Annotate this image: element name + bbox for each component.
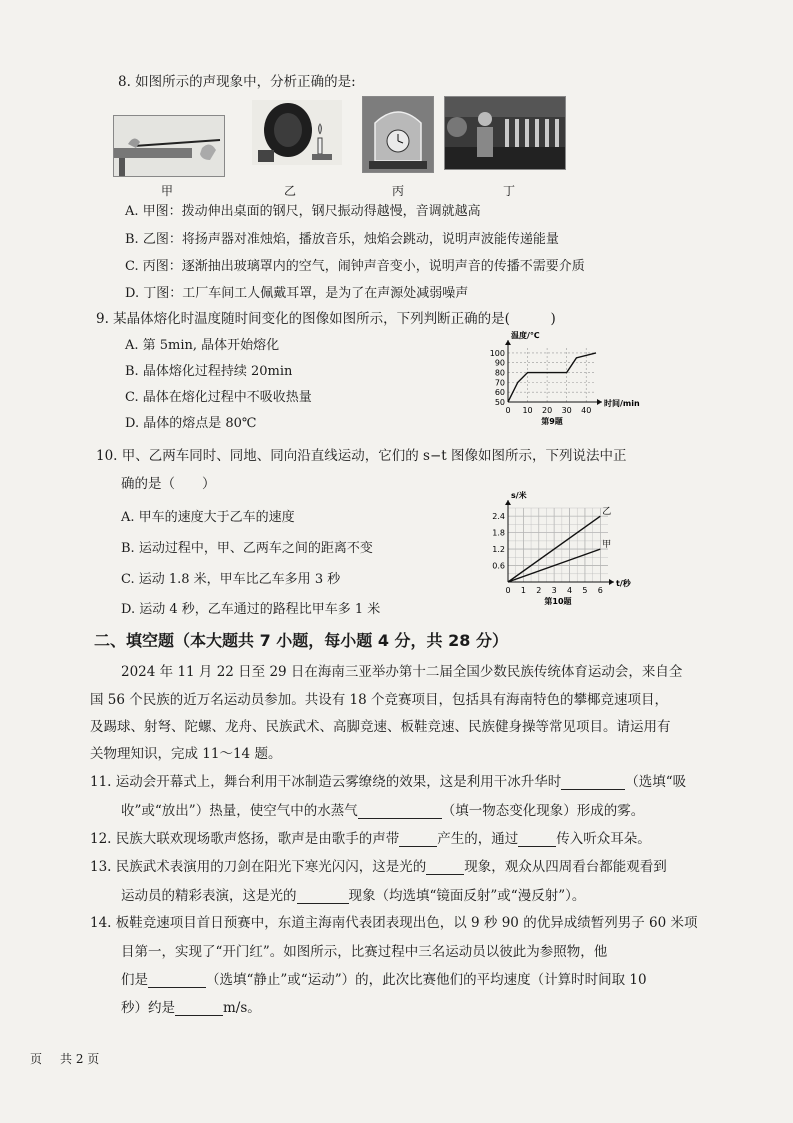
q11-blank-2[interactable] <box>358 804 442 819</box>
q10-stem-line1: 10. 甲、乙两车同时、同地、同向沿直线运动，它们的 s−t 图像如图所示，下列说法中正 <box>96 448 627 464</box>
x-tick-label: 5 <box>582 586 588 595</box>
y-tick-label: 100 <box>489 348 505 358</box>
x-tick-label: 0 <box>505 586 511 595</box>
q8-option-d: D. 丁图：工厂车间工人佩戴耳罩，是为了在声源处减弱噪声 <box>125 286 469 301</box>
y-tick-label: 50 <box>494 398 505 407</box>
q12-text-3: 传入听众耳朵。 <box>556 831 651 847</box>
q9-option-c: C. 晶体在熔化过程中不吸收热量 <box>125 390 312 405</box>
intro-line-1: 2024 年 11 月 22 日至 29 日在海南三亚举办第十二届全国少数民族传统体育运动会，来自全 <box>121 664 683 680</box>
photo-jia-ruler <box>113 115 225 177</box>
y-axis-arrow <box>505 340 511 345</box>
q11-line1 <box>90 770 686 790</box>
q8-option-c: C. 丙图：逐渐抽出玻璃罩内的空气，闹钟声音变小，说明声音的传播不需要介质 <box>125 259 585 274</box>
melting-temperature-chart <box>480 330 640 430</box>
x-tick-label: 6 <box>597 586 603 595</box>
intro-line-4: 关物理知识，完成 11～14 题。 <box>90 746 282 762</box>
q14-text-1: 们是 <box>121 972 148 988</box>
x-tick-label: 0 <box>505 406 511 415</box>
q9-option-d: D. 晶体的熔点是 80℃ <box>125 416 257 431</box>
x-axis-label: t/秒 <box>616 579 631 588</box>
x-tick-label: 3 <box>551 586 557 595</box>
footer-total-pages: 共 2 页 <box>60 1052 100 1066</box>
series-label: 乙 <box>602 507 612 518</box>
q13-text-1: 13. 民族武术表演用的刀剑在阳光下寒光闪闪，这是光的 <box>90 859 427 875</box>
y-tick-label: 1.2 <box>492 545 505 555</box>
q13-text-4: 现象（均选填“镜面反射”或“漫反射”）。 <box>348 888 586 904</box>
q13-blank-1[interactable] <box>426 860 464 875</box>
q11-text-2: （选填“吸 <box>625 774 687 790</box>
q14-blank-2[interactable] <box>175 1001 223 1016</box>
q11-text-1: 11. 运动会开幕式上，舞台利用干冰制造云雾缭绕的效果，这是利用干冰升华时 <box>90 774 562 790</box>
q13-blank-2[interactable] <box>297 889 349 904</box>
x-axis-arrow <box>609 579 614 585</box>
q13-line1 <box>90 855 667 875</box>
q13-text-3: 运动员的精彩表演，这是光的 <box>121 888 297 904</box>
y-tick-label: 0.6 <box>492 561 505 571</box>
y-axis-arrow <box>505 500 511 505</box>
q12-line <box>90 827 651 847</box>
x-tick-label: 2 <box>536 586 542 595</box>
q9-option-a: A. 第 5min, 晶体开始熔化 <box>125 338 280 353</box>
y-tick-label: 60 <box>494 388 505 398</box>
caption-bing: 丙 <box>392 184 405 198</box>
q13-text-2: 现象，观众从四周看台都能观看到 <box>464 859 667 875</box>
q10-option-a: A. 甲车的速度大于乙车的速度 <box>121 510 295 525</box>
q14-line2: 目第一，实现了“开门红”。如图所示，比赛过程中三名运动员以彼此为参照物，他 <box>121 944 608 960</box>
y-axis-label: s/米 <box>511 491 527 500</box>
section-2-title: 二、填空题（本大题共 7 小题，每小题 4 分，共 28 分） <box>94 631 508 650</box>
x-tick-label: 4 <box>566 586 573 595</box>
x-axis-label: 时间/min <box>604 399 640 408</box>
x-tick-label: 30 <box>561 406 572 415</box>
q14-line1: 14. 板鞋竞速项目首日预赛中，东道主海南代表团表现出色，以 9 秒 90 的优异成绩暂列男子 60 米项 <box>90 915 698 931</box>
q12-blank-1[interactable] <box>399 832 437 847</box>
x-tick-label: 40 <box>581 406 592 415</box>
q10-option-b: B. 运动过程中，甲、乙两车之间的距离不变 <box>121 541 373 556</box>
q14-text-4: m/s。 <box>223 1000 261 1016</box>
q14-line3 <box>121 968 647 988</box>
q11-text-4: （填一物态变化现象）形成的雾。 <box>441 803 645 819</box>
photo-ding-factory <box>444 96 566 170</box>
q10-option-c: C. 运动 1.8 米，甲车比乙车多用 3 秒 <box>121 572 341 587</box>
q12-text-1: 12. 民族大联欢现场歌声悠扬，歌声是由歌手的声带 <box>90 831 400 847</box>
photo-yi-speaker <box>252 100 342 165</box>
q14-text-3: 秒）约是 <box>121 1000 175 1016</box>
series-label: 甲 <box>602 540 612 551</box>
intro-line-3: 及踢球、射弩、陀螺、龙舟、民族武术、高脚竞速、板鞋竞速、民族健身操等常见项目。请运用有 <box>90 719 671 735</box>
photo-bing-bell-jar <box>362 96 434 173</box>
caption-yi: 乙 <box>284 184 297 198</box>
x-tick-label: 20 <box>542 406 553 415</box>
q11-text-3: 收”或“放出”）热量，使空气中的水蒸气 <box>121 803 358 819</box>
chart-title: 第9题 <box>541 417 563 426</box>
q10-option-d: D. 运动 4 秒，乙车通过的路程比甲车多 1 米 <box>121 602 381 617</box>
q9-stem: 9. 某晶体熔化时温度随时间变化的图像如图所示，下列判断正确的是( ) <box>96 311 556 327</box>
q8-option-a: A. 甲图：拨动伸出桌面的钢尺，钢尺振动得越慢，音调就越高 <box>125 204 481 219</box>
y-tick-label: 70 <box>494 378 505 388</box>
s-t-chart <box>480 490 640 610</box>
x-tick-label: 1 <box>520 586 526 595</box>
chart-title: 第10题 <box>544 597 572 606</box>
q11-line2 <box>121 799 644 819</box>
q9-option-b: B. 晶体熔化过程持续 20min <box>125 364 293 379</box>
q10-stem-line2: 确的是（ ） <box>121 476 216 492</box>
intro-line-2: 国 56 个民族的近万名运动员参加。共设有 18 个竞赛项目，包括具有海南特色的攀椰竞速项目， <box>90 692 669 708</box>
y-tick-label: 80 <box>494 368 505 378</box>
x-tick-label: 10 <box>522 406 533 415</box>
y-tick-label: 2.4 <box>492 512 505 522</box>
q8-stem: 8. 如图所示的声现象中，分析正确的是: <box>118 74 356 90</box>
y-tick-label: 90 <box>494 358 505 368</box>
q14-blank-1[interactable] <box>148 973 206 988</box>
q12-text-2: 产生的，通过 <box>437 831 519 847</box>
y-tick-label: 1.8 <box>492 528 505 538</box>
q12-blank-2[interactable] <box>518 832 556 847</box>
series-line <box>508 353 596 402</box>
x-axis-arrow <box>597 399 602 405</box>
q11-blank-1[interactable] <box>561 775 625 790</box>
caption-jia: 甲 <box>161 184 174 198</box>
caption-ding: 丁 <box>503 184 516 198</box>
q13-line2 <box>121 884 585 904</box>
q14-text-2: （选填“静止”或“运动”）的，此次比赛他们的平均速度（计算时时间取 10 <box>206 972 647 988</box>
q8-option-b: B. 乙图：将扬声器对准烛焰，播放音乐，烛焰会跳动，说明声波能传递能量 <box>125 232 559 247</box>
footer-page: 页 <box>30 1052 43 1066</box>
y-axis-label: 温度/℃ <box>511 331 540 340</box>
q14-line4 <box>121 996 261 1016</box>
